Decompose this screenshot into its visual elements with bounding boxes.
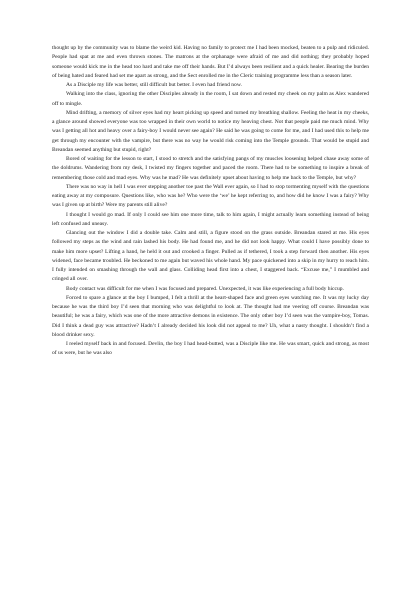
book-page bbox=[52, 44, 369, 556]
paragraph-5: Bored of waiting for the lesson to start, I stood to stretch and the satisfying pangs of my muscles loosening helped chase away some of the doldrums. Wandering from my desk, I twisted my fingers together and paced the room. There had to be something to inspire a break of remembering those cold and mad eyes. Why was he mad? He was definitely upset about having to help me back to the Temple, but why? bbox=[52, 156, 369, 181]
paragraph-2: As a Disciple my life was better, still difficult but better. I even had friend now. bbox=[66, 82, 242, 88]
paragraph-6: There was no way in hell I was ever stepping another toe past the Wall ever again, so I had to stop tormenting myself with the questions eating away at my composure. Questions like, who was he? Who were the ‘we’ he kept referring to, and how did he know I was a fairy? Why was I given up at birth? Were my parents still alive? bbox=[52, 183, 369, 209]
paragraph-7: I thought I would go mad. If only I could see him one more time, talk to him again, I might actually learn something instead of being left confused and uneasy. bbox=[52, 211, 369, 227]
paragraph-1: thought up by the community was to blame the weird kid. Having no family to protect me I had been mocked, beaten to a pulp and ridiculed. People had spat at me and even thrown stones. The matrons at the orphanage were afraid of me and did nothing; they probably hoped someone would kick me in the head too hard and take me off their hands. But I’d always been resilient and a quick healer. Bearing the burden of being hated and feared had set me apart as strong, and the Sect enrolled me in the Cleric training programme less than a season later. bbox=[52, 45, 369, 79]
paragraph-8: Glancing out the window I did a double take. Calm and still, a figure stood on the grass outside. Breandan stared at me. His eyes followed my steps as the wind and rain lashed his body. He had found me, and he did not look happy. What could I have possibly done to make him more upset? Lifting a hand, he held it out and crooked a finger. Pulled as if tethered, I took a step forward then another. His eyes widened, face became troubled. He beckoned to me again but waved his whole hand. My pace quickened into a skip in my hurry to reach him. I fully intended on smashing through the wall and glass. Colliding head first into a chest, I staggered back. “Excuse me,” I mumbled and cringed all over. bbox=[52, 230, 369, 283]
paragraph-11: I reeled myself back in and focused. Devlin, the boy I had head-butted, was a Disciple like me. He was smart, quick and strong, as most of us were, but he was also bbox=[52, 341, 369, 357]
paragraph-3: Walking into the class, ignoring the other Disciples already in the room, I sat down and rested my cheek on my palm as Alex wandered off to mingle. bbox=[52, 91, 369, 107]
paragraph-9: Body contact was difficult for me when I was focused and prepared. Unexpected, it was like experiencing a full body hiccup. bbox=[66, 285, 344, 292]
paragraph-10: Forced to spare a glance at the boy I bumped, I felt a thrill at the heart-shaped face and green eyes watching me. It was my lucky day because he was the third boy I’d seen that morning who was delightful to look at. The thought had me veering off course. Breandan was beautiful; he was a fairy, which was one of the more attractive demons in existence. The only other boy I’d seen was the vampire-boy, Tomas. Did I think a dead guy was attractive? Hadn’t I already decided his look did not appeal to me? Uh, what a nasty thought. I shouldn’t find a blood drinker sexy. bbox=[52, 294, 369, 338]
paragraph-4: Mind drifting, a memory of silver eyes had my heart picking up speed and turned my breathing shallow. Feeling the heat in my cheeks, a glance around showed everyone was too wrapped in their own world to notice my heaving chest. Not that people paid me much mind. Why was I getting all hot and heavy over a fairy-boy I would never see again? He said he was going to come for me, and I had used this to help me get through my encounter with the vampire, but there was no way he would risk coming into the Temple grounds. That would be stupid and Breandan seemed anything but stupid, right? bbox=[52, 109, 369, 153]
